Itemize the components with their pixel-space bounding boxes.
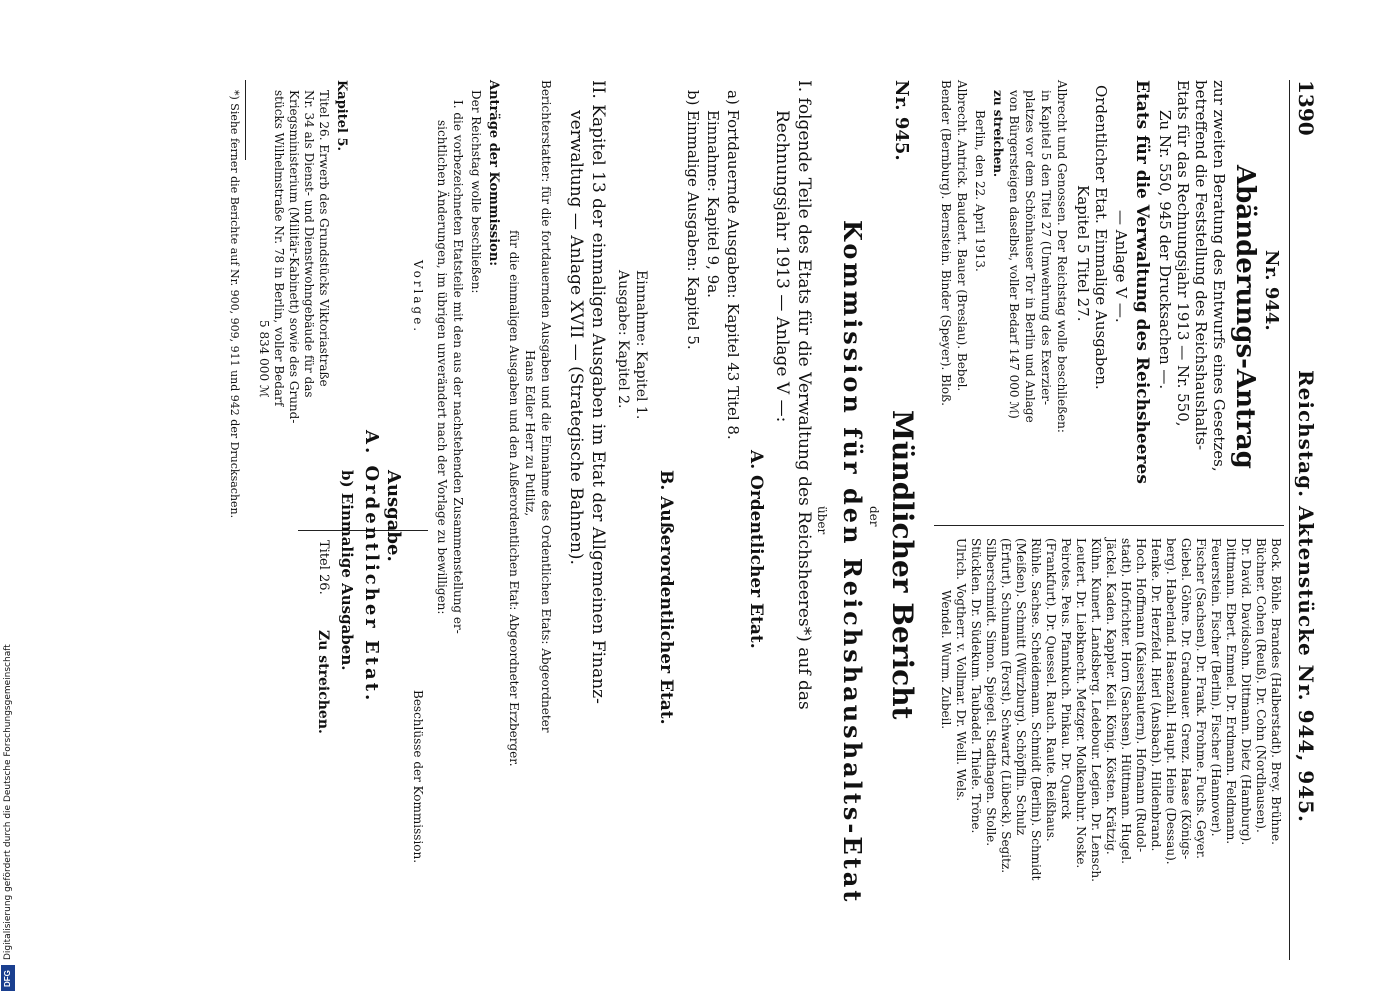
item-i: I. folgende Teile des Etats für die Verwaltung des Reichsheeres*) auf das [794, 80, 814, 710]
signers-line: (Meißen). Schmitt (Würzburg). Schöpflin. Schulz [1014, 538, 1028, 836]
kapitel: Kapitel 5 Titel 27. [1074, 185, 1092, 322]
ausgabe-heading: Ausgabe. [383, 470, 404, 562]
punkt-i: I. die vorbezeichneten Etatsteile mit den aus der nachstehenden Zusammenstellung er- [451, 100, 465, 634]
punkt-i: sichtlichen Änderungen, im übrigen unverändert nach der Vorlage zu bewilligen: [435, 120, 449, 615]
etat-item: Einnahme: Kapitel 9, 9a. [704, 110, 722, 298]
titel-26-text: Nr. 34 als Dienst- und Dienstwohngebäude für das [302, 90, 316, 398]
signers-line: Hoch. Hoffmann (Kaiserslautern). Hofmann (Rudol- [1134, 538, 1148, 853]
intro-line: Etats für das Rechnungsjahr 1913 — Nr. 550, [1174, 80, 1192, 427]
antrag-line: zu streichen. [991, 90, 1005, 178]
running-header: Reichstag. Aktenstücke Nr. 944, 945. [1294, 370, 1318, 823]
signers-line: Bender (Bernburg). Bernstein. Binder (Speyer). Bloß. [939, 80, 953, 406]
signers-line: Henke. Dr. Herzfeld. Hierl (Ansbach). Hildenbrand. [1149, 538, 1163, 852]
titel-26-text: Kriegsministerium (Militär-Kabinett) sowie des Grund- [287, 90, 301, 424]
report-der: der [867, 506, 881, 527]
kapitel-5: Kapitel 5. [334, 80, 349, 152]
signers-line: (Erfurt). Schumann (Forst). Schwartz (Lübeck). Segitz. [999, 538, 1013, 874]
item-ii: verwaltung — Anlage XVII — (Strategische Bahnen). [566, 110, 586, 565]
signers-line: stadt). Hofrichter. Horn (Sachsen). Hüttmann. Hugel. [1119, 538, 1133, 864]
report-ueber: über [815, 506, 829, 535]
zu-streichen: Zu streichen. [315, 630, 331, 734]
titel-26-text: stücks Wilhelmstraße Nr. 78 in Berlin, voller Bedarf [272, 90, 286, 407]
antrag-line: Albrecht und Genossen. Der Reichstag wolle beschließen: [1055, 80, 1069, 433]
berichterstatter: Berichterstatter: für die fortdauernden Ausgaben und die Einnahme des Ordentlichen Etats: Abgeordneter [539, 80, 553, 733]
commission-name: Kommission für den Reichshaushalts-Etat [838, 220, 867, 905]
signers-line: Bock. Böhle. Brandes (Halberstadt). Brey. Brühne. [1269, 538, 1283, 845]
anlage: — Anlage V —. [1112, 210, 1130, 323]
signers-line: Giebel. Göhre. Dr. Gradnauer. Grenz. Haase (Königs- [1179, 538, 1193, 860]
dfg-logo-text: DFG [3, 970, 12, 987]
item-ii: II. Kapitel 13 der einmaligen Ausgaben im Etat der Allgemeinen Finanz- [588, 80, 608, 704]
etat-item: b) Einmalige Ausgaben: Kapitel 5. [684, 90, 702, 350]
intro-line: betreffend die Feststellung des Reichshaushalts- [1192, 80, 1210, 451]
signers-line: Stücklen. Dr. Südekum. Taubadel. Thiele. Tröne. [969, 538, 983, 834]
titel-26-beschluss: Titel 26. [316, 540, 331, 595]
footnote-rule [245, 80, 246, 160]
intro-line: Zu Nr. 550, 945 der Drucksachen —. [1156, 110, 1174, 390]
antraege-heading: Anträge der Kommission: [486, 80, 501, 267]
ordentlicher-etat-heading: A. Ordentlicher Etat. [746, 450, 766, 649]
report-number: Nr. 945. [891, 80, 912, 161]
antrag-line: in Kapitel 5 den Titel 27 (Umwehrung des Exerzier- [1039, 90, 1053, 406]
etat-item: Einnahme: Kapitel 1. [633, 270, 649, 420]
einmalige-ausgaben: b) Einmalige Ausgaben. [338, 470, 356, 671]
etat-subject: Etats für die Verwaltung des Reichsheeres [1132, 80, 1152, 484]
footnote: *) Siehe ferner die Berichte auf Nr. 900, 909, 911 und 942 der Drucksachen. [228, 90, 241, 519]
etat-type: Ordentlicher Etat. Einmalige Ausgaben. [1092, 85, 1110, 390]
signers-line: Kühn. Kunert. Landsberg. Ledebour. Legien. Dr. Lensch. [1089, 538, 1103, 882]
intro-line: zur zweiten Beratung des Entwurfs eines Gesetzes, [1210, 80, 1228, 472]
signers-line: Büchner. Cohen (Reuß). Dr. Cohn (Nordhausen). [1254, 538, 1268, 833]
etat-item: Ausgabe: Kapitel 2. [615, 270, 631, 409]
column-rule [934, 525, 1284, 526]
place-date: Berlin, den 22. April 1913. [973, 110, 987, 272]
page-number: 1390 [1294, 80, 1318, 136]
motion-title: Abänderungs-Antrag [1230, 165, 1260, 469]
ordentlicher-etat: A. Ordentlicher Etat. [361, 430, 382, 704]
ausserordentlicher-etat-heading: B. Außerordentlicher Etat. [656, 470, 676, 725]
dfg-logo-icon [1, 965, 15, 991]
antrag-line: von Bürgersteigen daselbst, voller Bedarf 147 000 ℳ) [1007, 90, 1021, 419]
signers-line: Feuerstein. Fischer (Berlin). Fischer (Hannover). [1209, 538, 1223, 837]
signers-line: Fischer (Sachsen). Dr. Frank. Frohme. Fuchs. Geyer. [1194, 538, 1208, 859]
signers-line: Leutert. Dr. Liebknecht. Metzger. Molkenbuhr. Noske. [1074, 538, 1088, 869]
header-rule [1289, 80, 1290, 960]
vorlage-heading: Vorlage. [411, 260, 425, 335]
signers-line: Dittmann. Ebert. Emmel. Dr. Erdmann. Feldmann. [1224, 538, 1238, 845]
antrag-line: platzes vor dem Schönhauser Tor in Berlin und Anlage [1023, 90, 1037, 423]
signers-line: Albrecht. Antrick. Baudert. Bauer (Breslau). Bebel. [955, 80, 969, 392]
signers-line: Ulrich. Vogtherr. v. Vollmar. Dr. Weill. Wels. [954, 538, 968, 802]
signers-line: Jäckel. Kaden. Kappler. Keil. König. Kösten. Krätzig. [1104, 538, 1118, 855]
etat-item: a) Fortdauernde Ausgaben: Kapitel 43 Titel 8. [724, 90, 742, 440]
beschluesse-heading: Beschlüsse der Kommission. [411, 690, 425, 864]
signers-line: berg). Haberland. Hasenzahl. Haupt. Heine (Dessau). [1164, 538, 1178, 865]
berichterstatter: für die einmaligen Ausgaben und den Außerordentlichen Etat: Abgeordneter Erzberger. [507, 230, 521, 767]
beschliessen: Der Reichstag wolle beschließen: [469, 90, 483, 294]
titel-26-text: Titel 26. Erwerb des Grundstücks Viktoriastraße [317, 90, 331, 387]
rotated-page-content [0, 70, 1320, 970]
signers-line: Rühle. Sachse. Scheidemann. Schmidt (Berlin). Schmidt [1029, 538, 1043, 881]
motion-number: Nr. 944. [1261, 250, 1282, 331]
signers-line: (Frankfurt). Dr. Quessel. Rauch. Raute. Reißhaus. [1044, 538, 1058, 842]
berichterstatter: Hans Edler Herr zu Putlitz, [523, 350, 537, 517]
signers-line: Peirotes. Peus. Pfannkuch. Pinkau. Dr. Quarck [1059, 538, 1073, 820]
signers-line: Silberschmidt. Simon. Spiegel. Stadthagen. Stolle. [984, 538, 998, 847]
signers-line: Dr. David. Davidsohn. Dittmann. Dietz (Hamburg). [1239, 538, 1253, 846]
signers-line: Wendel. Wurm. Zubeil. [939, 590, 953, 730]
item-i: Rechnungsjahr 1913 — Anlage V —: [772, 110, 792, 423]
report-title: Mündlicher Bericht [886, 410, 919, 720]
titel-26-amount: 5 834 000 ℳ [257, 320, 271, 398]
dfg-credit: Digitalisierung gefördert durch die Deutsche Forschungsgemeinschaft [3, 644, 13, 960]
